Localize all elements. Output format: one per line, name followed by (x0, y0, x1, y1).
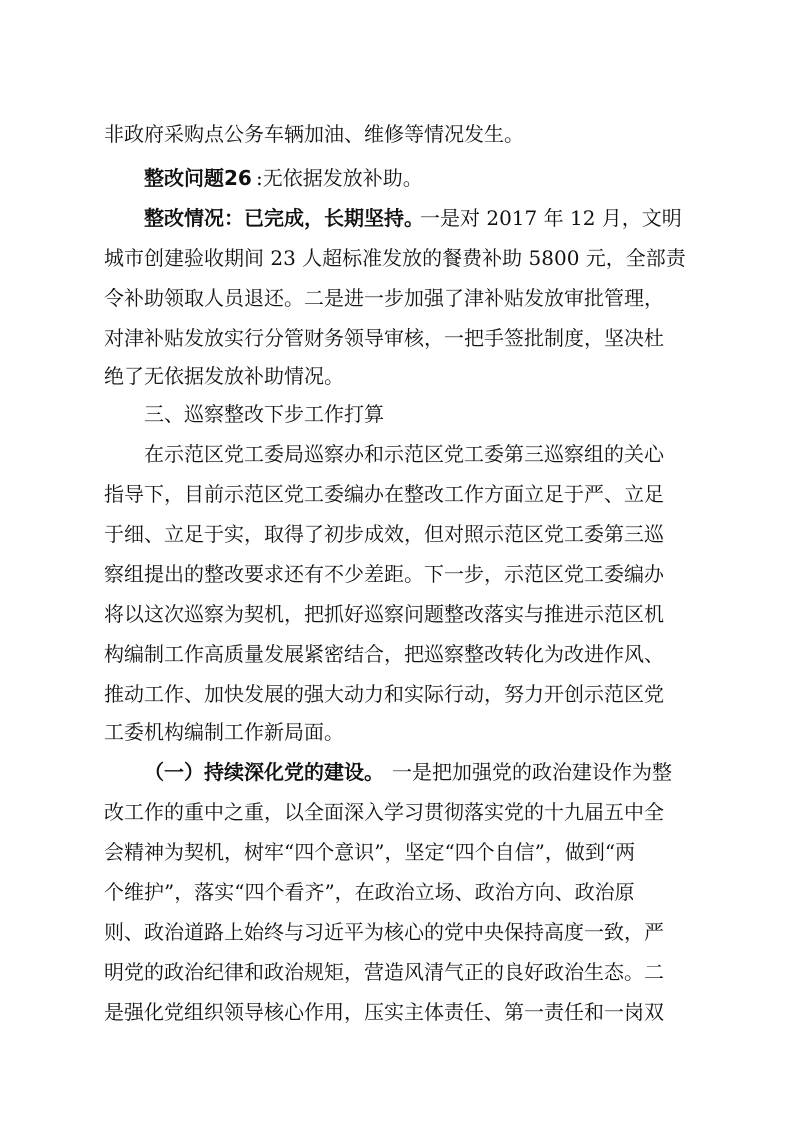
rectification-line-4 (0, 318, 793, 358)
rectification-line-3 (0, 278, 793, 318)
text-line: 在示范区党工委局巡察办和示范区党工委第三巡察组的关心 (144, 442, 664, 466)
text-line: 明党的政治纪律和政治规矩，营造风清气正的良好政治生态。二 (104, 960, 664, 984)
text-line: 工委机构编制工作新局面。 (104, 720, 344, 744)
text-line: 察组提出的整改要求还有不少差距。下一步，示范区党工委编办 (104, 562, 664, 586)
text-line: 指导下，目前示范区党工委编办在整改工作方面立足于严、立足 (104, 482, 664, 506)
subsection-1-line (0, 792, 793, 832)
subsection-1-label: （一）持续深化党的建设。 (144, 760, 384, 784)
text-line: 令补助领取人员退还。二是进一步加强了津补贴发放审批管理， (104, 286, 664, 310)
section-3-line (0, 434, 793, 474)
rectification-line-2 (0, 238, 793, 278)
section-3-line (0, 674, 793, 714)
subsection-1-line (0, 832, 793, 872)
section-3-line (0, 634, 793, 674)
text-line: 会精神为契机，树牢“四个意识”，坚定“四个自信”，做到“两 (104, 840, 636, 864)
subsection-1-line-1 (0, 752, 793, 792)
paragraph-line (0, 114, 793, 154)
rectification-text: 一是对 2017 年 12 月，文明 (420, 206, 682, 230)
text-line: 改工作的重中之重，以全面深入学习贯彻落实党的十九届五中全 (104, 800, 664, 824)
section-heading: 三、巡察整改下步工作打算 (144, 402, 384, 426)
text-line: 将以这次巡察为契机，把抓好巡察问题整改落实与推进示范区机 (104, 602, 664, 626)
text-line: 是强化党组织领导核心作用，压实主体责任、第一责任和一岗双 (104, 1000, 664, 1024)
text-line: 个维护”，落实“四个看齐”，在政治立场、政治方向、政治原 (104, 880, 635, 904)
text-line: 于细、立足于实，取得了初步成效，但对照示范区党工委第三巡 (104, 522, 664, 546)
text-line: 非政府采购点公务车辆加油、维修等情况发生。 (104, 122, 524, 146)
issue-26-text: :无依据发放补助。 (256, 166, 423, 190)
rectification-line-1 (0, 198, 793, 238)
rectification-line-5 (0, 356, 793, 396)
subsection-1-line (0, 872, 793, 912)
text-line: 城市创建验收期间 23 人超标准发放的餐费补助 5800 元，全部责 (104, 246, 686, 270)
subsection-1-line (0, 992, 793, 1032)
text-line: 则、政治道路上始终与习近平为核心的党中央保持高度一致，严 (104, 920, 664, 944)
issue-26-label: 整改问题26 (144, 166, 252, 190)
section-3-line (0, 554, 793, 594)
section-3-line (0, 712, 793, 752)
section-3-line (0, 514, 793, 554)
text-line: 对津补贴发放实行分管财务领导审核，一把手签批制度，坚决杜 (104, 326, 664, 350)
rectification-label: 整改情况：已完成，长期坚持。 (144, 206, 424, 230)
subsection-1-text: 一是把加强党的政治建设作为整 (392, 760, 672, 784)
section-heading-line (0, 394, 793, 434)
section-3-line (0, 474, 793, 514)
section-3-line (0, 594, 793, 634)
subsection-1-line (0, 952, 793, 992)
text-line: 构编制工作高质量发展紧密结合，把巡察整改转化为改进作风、 (104, 642, 664, 666)
text-line: 推动工作、加快发展的强大动力和实际行动，努力开创示范区党 (104, 682, 664, 706)
subsection-1-line (0, 912, 793, 952)
issue-26-line (0, 158, 793, 198)
text-line: 绝了无依据发放补助情况。 (104, 364, 344, 388)
